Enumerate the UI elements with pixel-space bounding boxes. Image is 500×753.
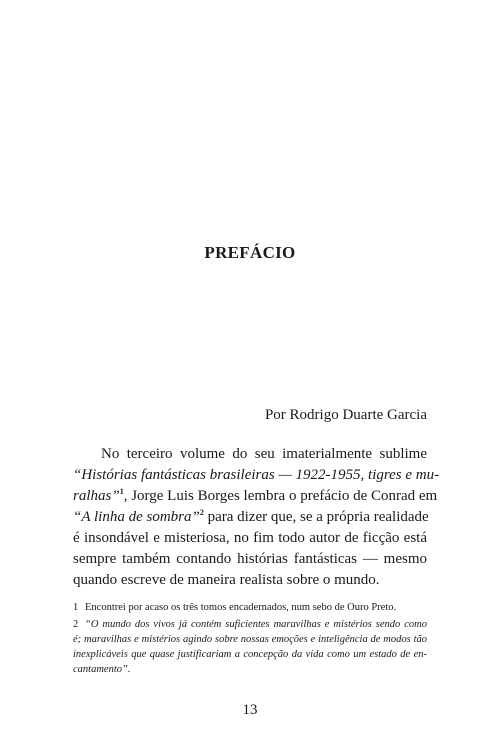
footnote-number: 2 — [73, 619, 79, 630]
paragraph-line — [73, 444, 427, 465]
footnote-line: cantamento”. — [73, 664, 131, 675]
book-title-italic: “A linha de sombra” — [73, 509, 200, 525]
paragraph-text: , Jorge Luis Borges lembra o prefácio de Conrad em — [123, 488, 438, 504]
footnote-number: 1 — [73, 602, 79, 613]
footnote-2 — [73, 617, 427, 677]
footnote-ref-2[interactable]: 2 — [199, 508, 204, 517]
book-title-italic: ralhas” — [73, 488, 120, 504]
paragraph-line: é insondável e misteriosa, no fim todo autor de ficção está — [73, 530, 427, 546]
body-paragraph — [73, 444, 440, 591]
author-byline: Por Rodrigo Duarte Garcia — [264, 407, 427, 423]
footnote-text: Encontrei por acaso os três tomos encadernados, num sebo de Ouro Preto. — [85, 602, 397, 613]
footnote-line — [73, 617, 427, 632]
footnotes — [73, 600, 427, 677]
footnote-line: inexplicáveis que quase justificariam a concepção da vida como um estado de en- — [73, 649, 427, 660]
chapter-title: PREFÁCIO — [204, 243, 296, 262]
paragraph-line: quando escreve de maneira realista sobre o mundo. — [73, 572, 380, 588]
book-title-italic: “Histórias fantásticas brasileiras — 1922-1955, tigres e mu- — [73, 467, 440, 483]
page-number: 13 — [242, 702, 258, 718]
paragraph-line: sempre também contando histórias fantásticas — mesmo — [73, 551, 427, 567]
footnote-ref-1[interactable]: 1 — [119, 487, 124, 496]
footnote-1 — [73, 600, 427, 615]
paragraph-line — [73, 486, 438, 507]
paragraph-text: para dizer que, se a própria realidade — [203, 509, 429, 525]
paragraph-line — [73, 465, 440, 486]
footnote-line: é; maravilhas e mistérios agindo sobre nossas emoções e inteligência de modos tão — [73, 634, 427, 645]
paragraph-text: No terceiro volume do seu imaterialmente sublime — [101, 446, 427, 462]
paragraph-line — [73, 507, 427, 528]
footnote-text: “O mundo dos vivos já contém suficientes maravilhas e mistérios sendo como — [85, 619, 427, 630]
